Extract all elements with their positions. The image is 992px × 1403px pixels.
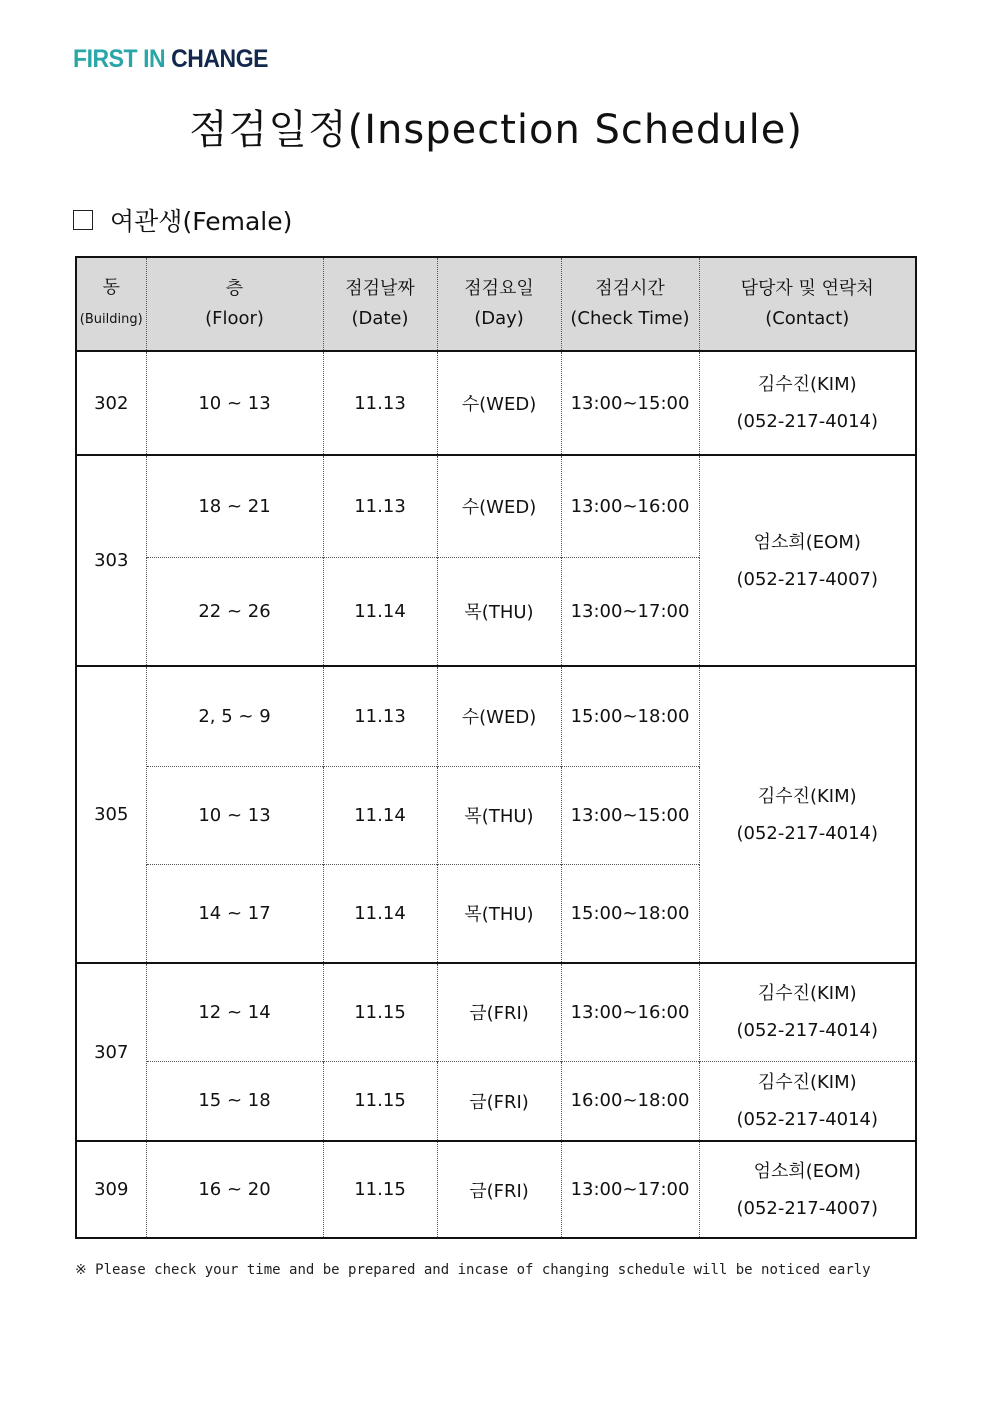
date-cell: 11.15 [323, 963, 437, 1061]
floor-cell: 10 ~ 13 [146, 766, 323, 864]
table-row [76, 963, 916, 1061]
logo [73, 45, 268, 74]
table-header-row [76, 257, 916, 351]
time-cell: 13:00~17:00 [561, 557, 699, 666]
contact-cell [699, 1061, 916, 1141]
header-day: 점검요일 (Day) [437, 257, 561, 351]
table-row [76, 1061, 916, 1141]
contact-name: 김수진(KIM) [757, 983, 857, 1005]
day-cell: 수(WED) [437, 455, 561, 557]
date-cell: 11.14 [323, 766, 437, 864]
contact-cell [699, 666, 916, 963]
header-date: 점검날짜 (Date) [323, 257, 437, 351]
checkbox-icon [73, 210, 93, 230]
contact-name: 엄소희(EOM) [753, 531, 861, 553]
contact-name: 엄소희(EOM) [753, 1160, 861, 1182]
day-cell: 금(FRI) [437, 1061, 561, 1141]
day-cell: 목(THU) [437, 557, 561, 666]
building-cell: 302 [76, 351, 146, 455]
day-cell: 금(FRI) [437, 1141, 561, 1238]
building-cell: 305 [76, 666, 146, 963]
date-cell: 11.15 [323, 1061, 437, 1141]
footnote: ※ Please check your time and be prepared and incase of changing schedule will be noticed early [75, 1262, 871, 1278]
date-cell: 11.13 [323, 351, 437, 455]
time-cell: 13:00~15:00 [561, 351, 699, 455]
time-cell: 16:00~18:00 [561, 1061, 699, 1141]
section-heading [73, 202, 292, 238]
building-cell: 307 [76, 963, 146, 1141]
header-floor: 층 (Floor) [146, 257, 323, 351]
inspection-schedule-table [75, 256, 917, 1239]
time-cell: 15:00~18:00 [561, 666, 699, 766]
time-cell: 13:00~17:00 [561, 1141, 699, 1238]
time-cell: 13:00~15:00 [561, 766, 699, 864]
table-row [76, 1141, 916, 1238]
page-title: 점검일정(Inspection Schedule) [189, 107, 803, 153]
floor-cell: 10 ~ 13 [146, 351, 323, 455]
header-contact: 담당자 및 연락처 (Contact) [699, 257, 916, 351]
contact-phone: (052-217-4007) [736, 1197, 879, 1219]
day-cell: 수(WED) [437, 666, 561, 766]
time-cell: 13:00~16:00 [561, 455, 699, 557]
floor-cell: 14 ~ 17 [146, 864, 323, 963]
contact-phone: (052-217-4014) [736, 822, 879, 844]
contact-name: 김수진(KIM) [757, 1071, 857, 1093]
table-row [76, 351, 916, 455]
logo-part-first-in: FIRST IN [73, 45, 166, 73]
table-row [76, 455, 916, 557]
contact-name: 김수진(KIM) [757, 785, 857, 807]
table-row [76, 666, 916, 766]
contact-name: 김수진(KIM) [757, 374, 857, 395]
floor-cell: 12 ~ 14 [146, 963, 323, 1061]
date-cell: 11.14 [323, 864, 437, 963]
day-cell: 목(THU) [437, 864, 561, 963]
contact-phone: (052-217-4014) [736, 1020, 879, 1042]
day-cell: 금(FRI) [437, 963, 561, 1061]
logo-part-change: CHANGE [171, 45, 269, 73]
header-building: 동 (Building) [76, 257, 146, 351]
building-cell: 309 [76, 1141, 146, 1238]
building-cell: 303 [76, 455, 146, 666]
time-cell: 15:00~18:00 [561, 864, 699, 963]
contact-phone: (052-217-4014) [736, 411, 879, 432]
contact-phone: (052-217-4014) [736, 1108, 879, 1130]
floor-cell: 22 ~ 26 [146, 557, 323, 666]
section-label: 여관생(Female) [110, 207, 293, 236]
day-cell: 수(WED) [437, 351, 561, 455]
day-cell: 목(THU) [437, 766, 561, 864]
date-cell: 11.13 [323, 666, 437, 766]
header-check-time: 점검시간 (Check Time) [561, 257, 699, 351]
contact-cell [699, 963, 916, 1061]
date-cell: 11.15 [323, 1141, 437, 1238]
time-cell: 13:00~16:00 [561, 963, 699, 1061]
floor-cell: 18 ~ 21 [146, 455, 323, 557]
floor-cell: 15 ~ 18 [146, 1061, 323, 1141]
date-cell: 11.13 [323, 455, 437, 557]
date-cell: 11.14 [323, 557, 437, 666]
contact-cell [699, 455, 916, 666]
contact-cell [699, 351, 916, 455]
floor-cell: 16 ~ 20 [146, 1141, 323, 1238]
floor-cell: 2, 5 ~ 9 [146, 666, 323, 766]
contact-phone: (052-217-4007) [736, 568, 879, 590]
contact-cell [699, 1141, 916, 1238]
